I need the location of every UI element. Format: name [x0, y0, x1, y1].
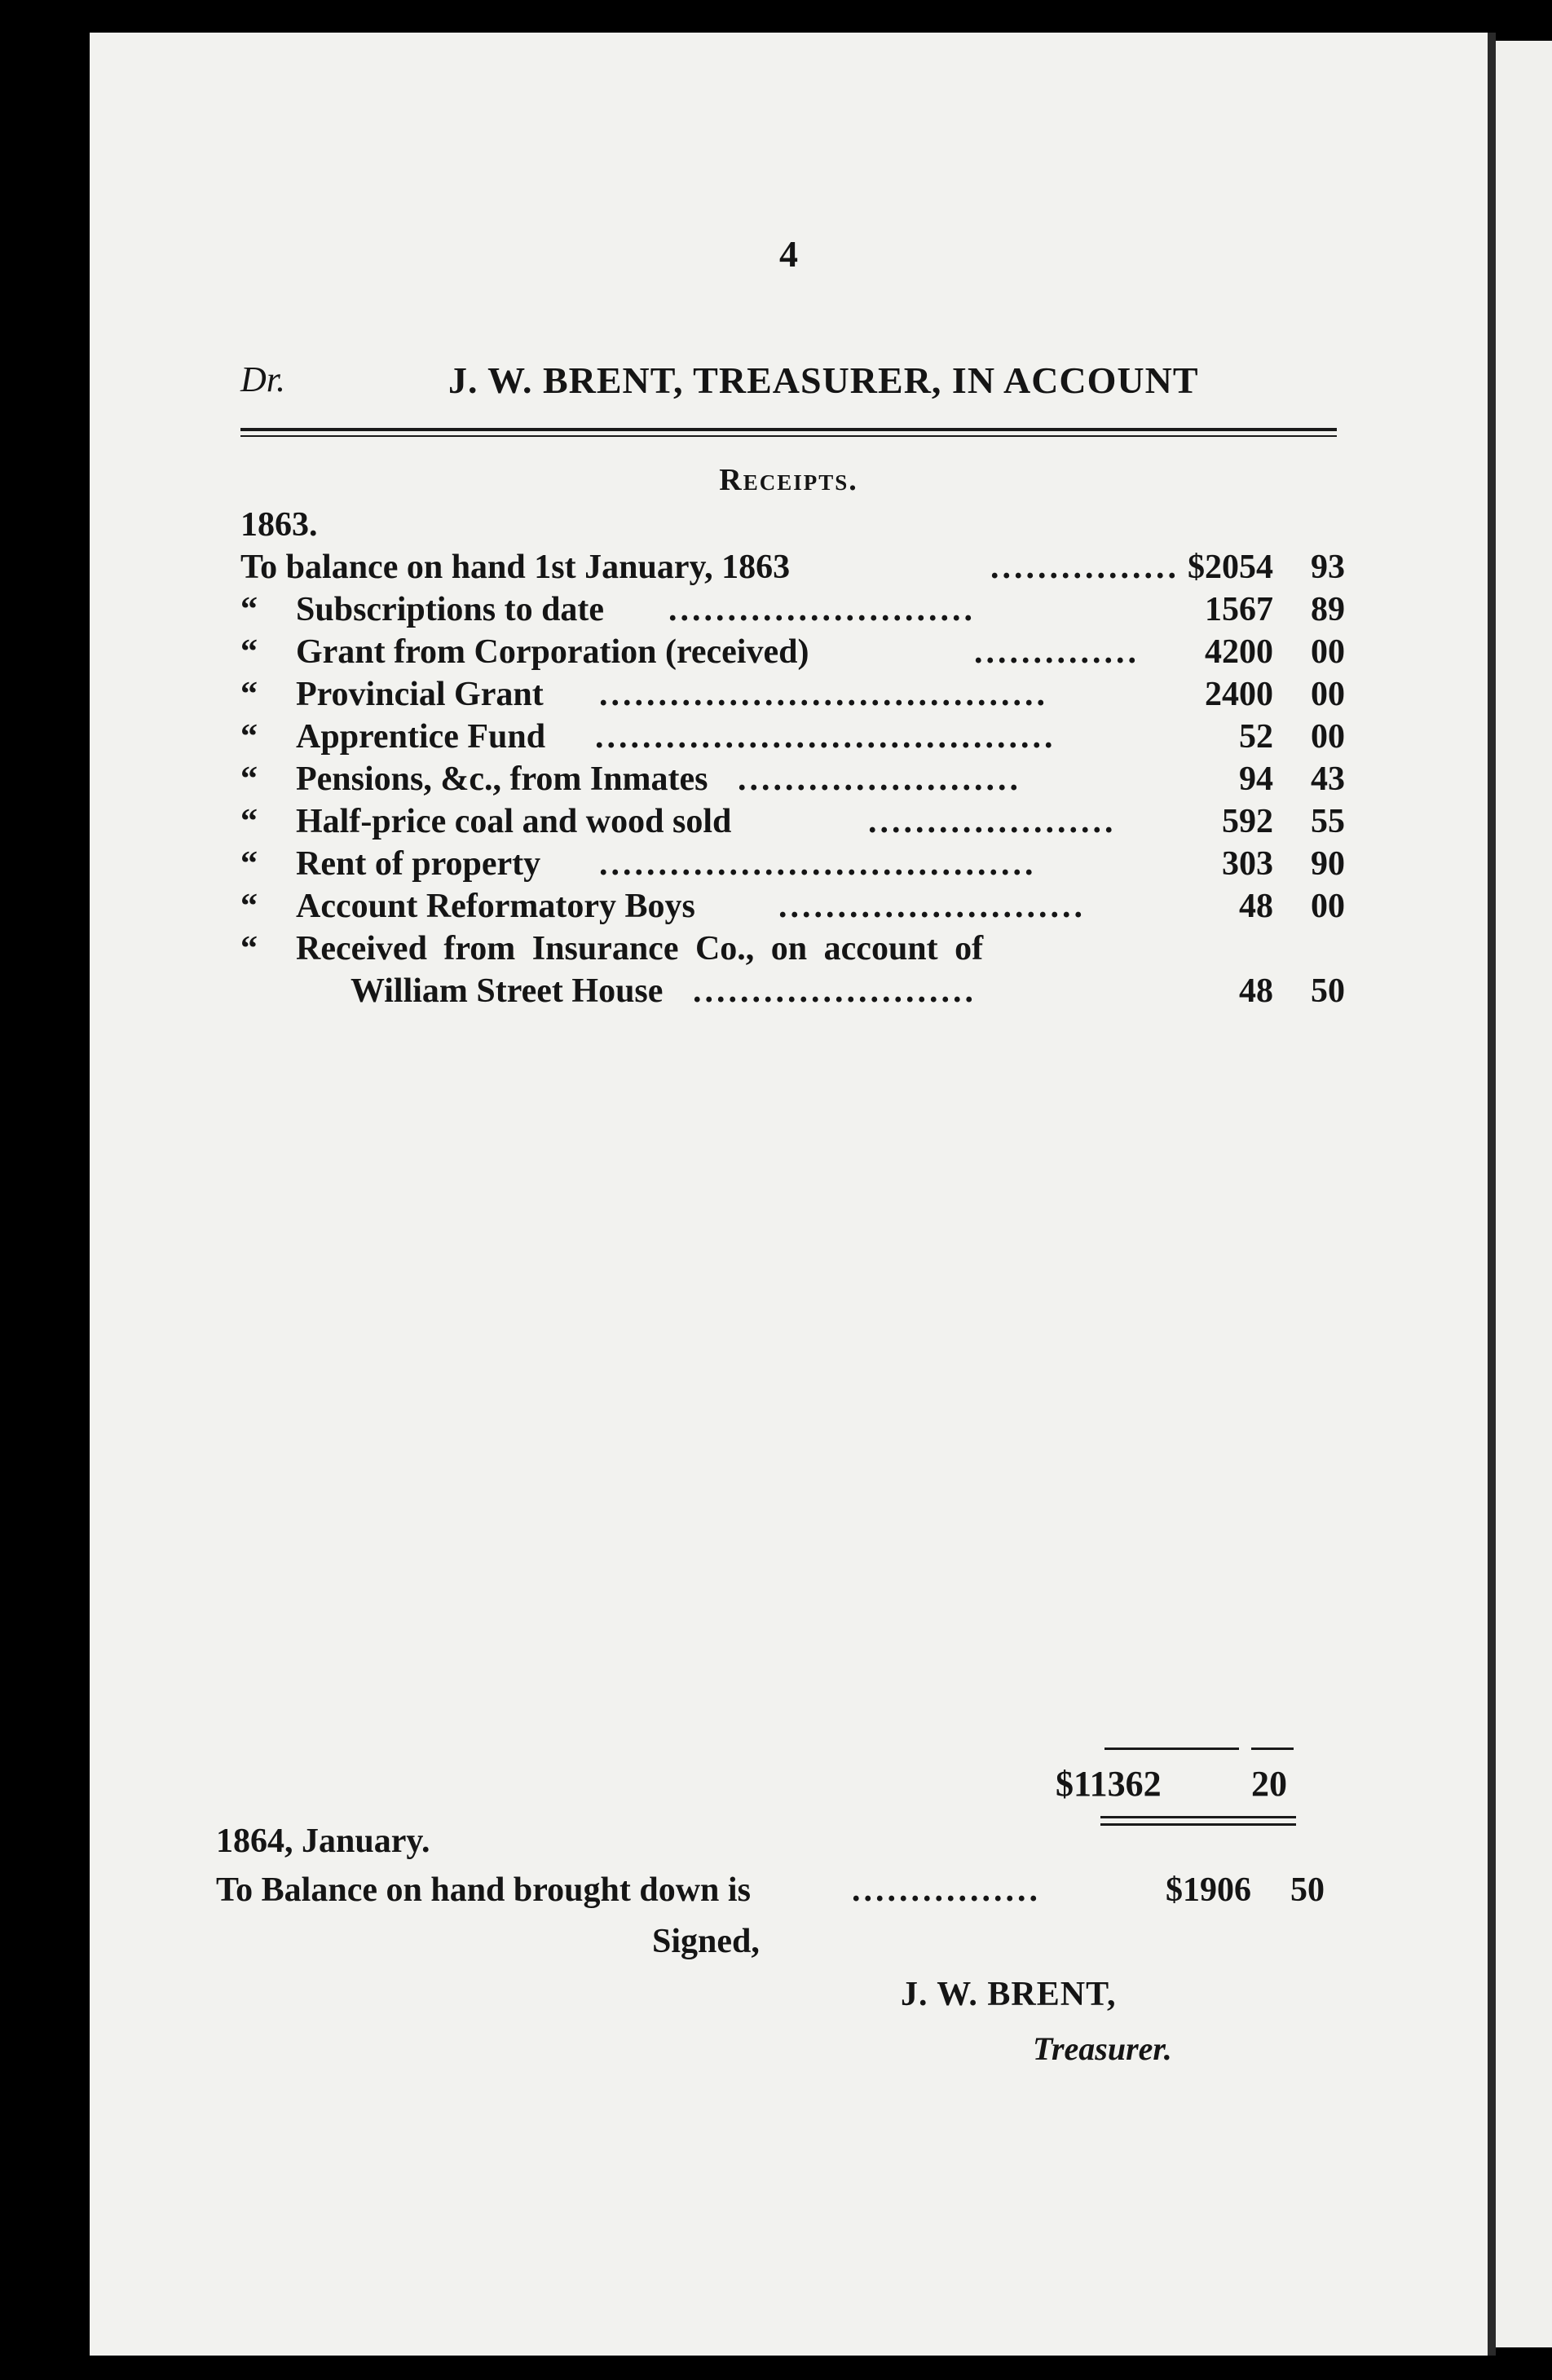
receipt-row	[240, 760, 1345, 800]
row-cents: 93	[1311, 549, 1345, 586]
row-dollars: 303	[1222, 845, 1273, 883]
row-leader: ..........................	[778, 888, 1086, 925]
account-year: 1863.	[240, 506, 318, 544]
row-prefix: “	[240, 803, 258, 840]
total-rule-cents	[1251, 1748, 1294, 1750]
row-description: Apprentice Fund	[296, 718, 546, 756]
row-leader: .......................................	[595, 718, 1056, 756]
row-description: Subscriptions to date	[296, 591, 605, 628]
row-dollars: 94	[1239, 760, 1273, 798]
signer-title: Treasurer.	[1033, 2030, 1172, 2067]
page-number: 4	[779, 233, 798, 275]
total-double-rule-bottom	[1100, 1823, 1296, 1826]
receipt-row	[240, 632, 1345, 673]
total-rule-dollars	[1104, 1748, 1239, 1750]
closing-balance-text: To Balance on hand brought down is	[216, 1871, 751, 1909]
row-cents: 89	[1311, 591, 1345, 628]
signer-name: J. W. BRENT,	[901, 1976, 1117, 2013]
heading-rule-top	[240, 428, 1337, 431]
row-prefix: “	[240, 718, 258, 756]
signed-label: Signed,	[652, 1923, 760, 1960]
debit-label: Dr.	[240, 359, 286, 399]
closing-balance-cents: 50	[1290, 1871, 1325, 1909]
row-description: William Street House	[351, 972, 664, 1010]
row-dollars: 4200	[1205, 633, 1273, 671]
section-title: Receipts.	[719, 463, 858, 497]
receipt-row	[240, 802, 1345, 843]
total-double-rule-top	[1100, 1816, 1296, 1818]
row-dollars: 592	[1222, 803, 1273, 840]
row-prefix: “	[240, 591, 258, 628]
row-description: Pensions, &c., from Inmates	[296, 760, 708, 798]
row-leader: .....................	[868, 803, 1117, 840]
row-cents: 50	[1311, 972, 1345, 1010]
row-prefix: “	[240, 633, 258, 671]
row-description: Rent of property	[296, 845, 541, 883]
heading-rule-bottom	[240, 435, 1337, 437]
total-dollars: $11362	[1056, 1764, 1162, 1804]
row-cents: 43	[1311, 760, 1345, 798]
page-gutter	[1488, 33, 1496, 2356]
row-description: Provincial Grant	[296, 676, 544, 713]
row-dollars: 1567	[1205, 591, 1273, 628]
closing-date: 1864, January.	[216, 1822, 430, 1860]
receipt-row	[240, 590, 1345, 631]
row-dollars: $2054	[1188, 549, 1273, 586]
row-leader: ..........................	[668, 591, 976, 628]
row-prefix: “	[240, 845, 258, 883]
row-description: balance on hand 1st January, 1863	[285, 549, 791, 586]
receipt-row	[240, 717, 1345, 758]
row-prefix: To	[240, 549, 278, 586]
row-leader: ................	[990, 549, 1179, 586]
row-leader: ......................................	[599, 676, 1048, 713]
row-dollars: 48	[1239, 888, 1273, 925]
adjacent-page-edge	[1496, 41, 1552, 2347]
row-dollars: 2400	[1205, 676, 1273, 713]
row-description: Grant from Corporation (received)	[296, 633, 809, 671]
row-cents: 00	[1311, 718, 1345, 756]
row-cents: 55	[1311, 803, 1345, 840]
row-leader: ..............	[974, 633, 1140, 671]
document-page	[90, 33, 1488, 2356]
row-prefix: “	[240, 930, 258, 967]
row-leader: .....................................	[599, 845, 1037, 883]
receipt-row	[240, 675, 1345, 716]
receipt-row	[240, 887, 1345, 928]
account-heading: J. W. BRENT, TREASURER, IN ACCOUNT	[448, 359, 1199, 401]
row-cents: 00	[1311, 676, 1345, 713]
total-cents: 20	[1251, 1764, 1287, 1804]
receipt-row	[240, 929, 1345, 970]
receipt-row	[240, 548, 1345, 588]
row-dollars: 48	[1239, 972, 1273, 1010]
row-description: Account Reformatory Boys	[296, 888, 695, 925]
row-leader: ........................	[693, 972, 977, 1010]
row-dollars: 52	[1239, 718, 1273, 756]
row-cents: 00	[1311, 633, 1345, 671]
row-prefix: “	[240, 888, 258, 925]
row-description: Half-price coal and wood sold	[296, 803, 732, 840]
closing-balance-dollars: $1906	[1166, 1871, 1251, 1909]
closing-balance-leader: ................	[852, 1871, 1041, 1909]
row-cents: 90	[1311, 845, 1345, 883]
row-cents: 00	[1311, 888, 1345, 925]
row-description: Received from Insurance Co., on account of	[296, 930, 984, 967]
row-prefix: “	[240, 760, 258, 798]
receipt-row	[240, 972, 1345, 1012]
row-leader: ........................	[738, 760, 1021, 798]
receipt-row	[240, 844, 1345, 885]
row-prefix: “	[240, 676, 258, 713]
